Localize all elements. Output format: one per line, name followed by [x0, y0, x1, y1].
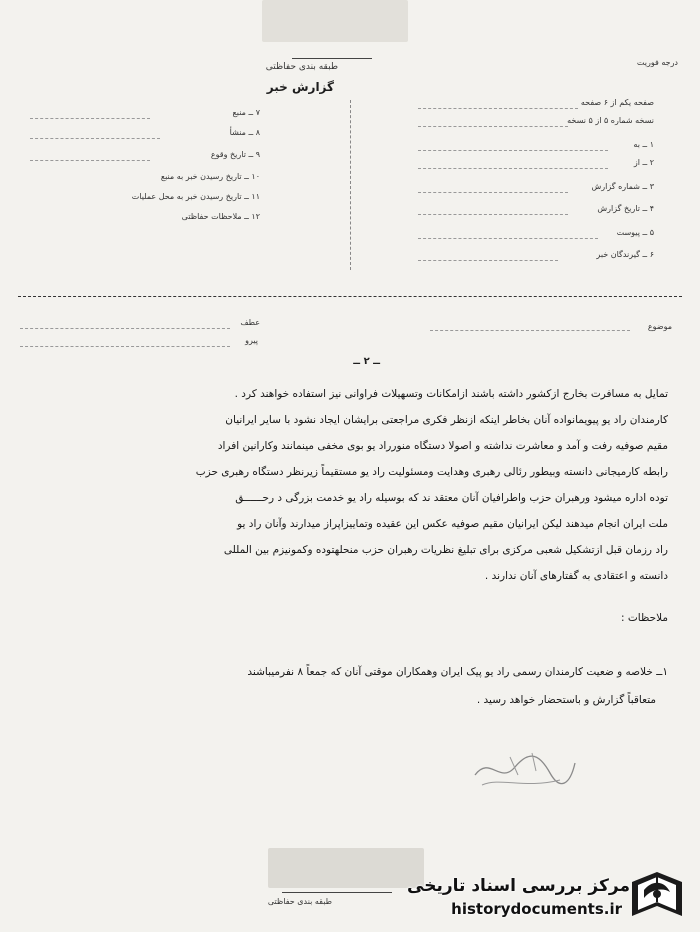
- top-smudge: [262, 0, 408, 42]
- follow-dots: [20, 346, 230, 347]
- body-line: راد رزمان قبل ازتشکیل شعبی مرکزی برای تبلیغ نظریات رهبران حزب منحلهتوده وکمونیزم بین المللی: [223, 544, 668, 556]
- left-field: ۹ ــ تاریخ وقوع: [210, 150, 260, 159]
- right-field: نسخه شماره ۵ از ۵ نسخه: [567, 116, 654, 125]
- right-field: صفحه یکم از ۶ صفحه: [580, 98, 654, 107]
- bottom-classification: طبقه بندی حفاظتی: [267, 897, 332, 906]
- body-line: مقیم صوفیه رفت و آمد و معاشرت نداشته و اصولا دستگاه منورراد یو بوی مخفی مینمانند وکارانین افراد: [217, 440, 668, 452]
- field-dots: [418, 168, 608, 169]
- body-line: تمایل به مسافرت بخارج ازکشور داشته باشند ازامکانات وتسهیلات فراوانی نیز استفاده خواهند کرد .: [234, 388, 668, 400]
- book-logo-icon: [624, 866, 690, 924]
- right-field: ۶ ــ گیرندگان خبر: [596, 250, 654, 259]
- field-dots: [418, 260, 558, 261]
- field-dots: [418, 126, 568, 127]
- subject-dots: [430, 330, 630, 331]
- field-dots: [418, 108, 578, 109]
- subject-label: موضوع: [647, 322, 672, 331]
- field-dots: [30, 160, 150, 161]
- bottom-classification-line: [282, 892, 392, 893]
- remarks-title: ملاحظات :: [621, 612, 668, 624]
- field-dots: [30, 118, 150, 119]
- left-field: ۱۰ ــ تاریخ رسیدن خبر به منبع: [160, 172, 260, 181]
- body-line: کارمندان راد یو پیویمانواده آنان بخاطر اینکه ازنظر فکری مراجعتی برایشان ایجاد نشود با سایر ایرانیان: [225, 414, 668, 426]
- left-field: ۸ ــ منشأ: [229, 128, 260, 137]
- left-field: ۷ ــ منبع: [232, 108, 260, 117]
- ref-dots: [20, 328, 230, 329]
- field-dots: [418, 238, 598, 239]
- right-field: ۱ ــ به: [633, 140, 654, 149]
- bottom-smudge: [268, 848, 424, 888]
- form-title: گزارش خبر: [266, 80, 334, 94]
- page-marker: ــ ۲ ــ: [353, 356, 380, 367]
- ref-label: عطف: [240, 318, 260, 327]
- left-field: ۱۲ ــ ملاحظات حفاظتی: [181, 212, 260, 221]
- right-field: ۵ ــ پیوست: [616, 228, 654, 237]
- left-field: ۱۱ ــ تاریخ رسیدن خبر به محل عملیات: [131, 192, 260, 201]
- column-divider: [350, 100, 351, 270]
- degree-label: درجه فوریت: [636, 58, 678, 67]
- body-line: توده اداره میشود ورهبران حزب واطرافیان آنان معتقد ند که بوسیله راد یو خدمت بزرگی د رحــــــق: [235, 492, 668, 504]
- right-field: ۴ ــ تاریخ گزارش: [597, 204, 654, 213]
- body-line: ملت ایران انجام میدهند لیکن ایرانیان مقیم صوفیه عکس این عقیده وتماییزاپراز میدارند وآنان راد یو: [237, 518, 668, 530]
- field-dots: [30, 138, 160, 139]
- field-dots: [418, 214, 568, 215]
- top-classification-line: [292, 58, 372, 59]
- remarks-line: متعاقباً گزارش و باستحضار خواهد رسید .: [476, 694, 656, 706]
- right-field: ۳ ــ شماره گزارش: [591, 182, 654, 191]
- remarks-line: ۱ــ خلاصه و ضعیت کارمندان رسمی راد یو پیک ایران وهمکاران موقتی آنان که جمعاً ۸ نفرمیباشند: [247, 666, 668, 678]
- body-line: رابطه کارمیجانی دانسته وبیطور رئالی رهبری وهدایت ومسئولیت راد یو مستقیماً زیرنظر دستگاه رهبری حزب: [195, 466, 668, 478]
- field-dots: [418, 192, 568, 193]
- watermark-url: historydocuments.ir: [451, 900, 622, 918]
- field-dots: [418, 150, 608, 151]
- header-separator: [18, 296, 682, 297]
- right-field: ۲ ــ از: [633, 158, 654, 167]
- watermark-name: مرکز بررسی اسناد تاریخی: [407, 876, 630, 896]
- follow-label: پیرو: [245, 336, 258, 345]
- top-classification: طبقه بندی حفاظتی: [265, 62, 338, 72]
- signature-scribble: [470, 745, 580, 795]
- body-line: دانسته و اعتقادی به گفتارهای آنان ندارند .: [484, 570, 668, 582]
